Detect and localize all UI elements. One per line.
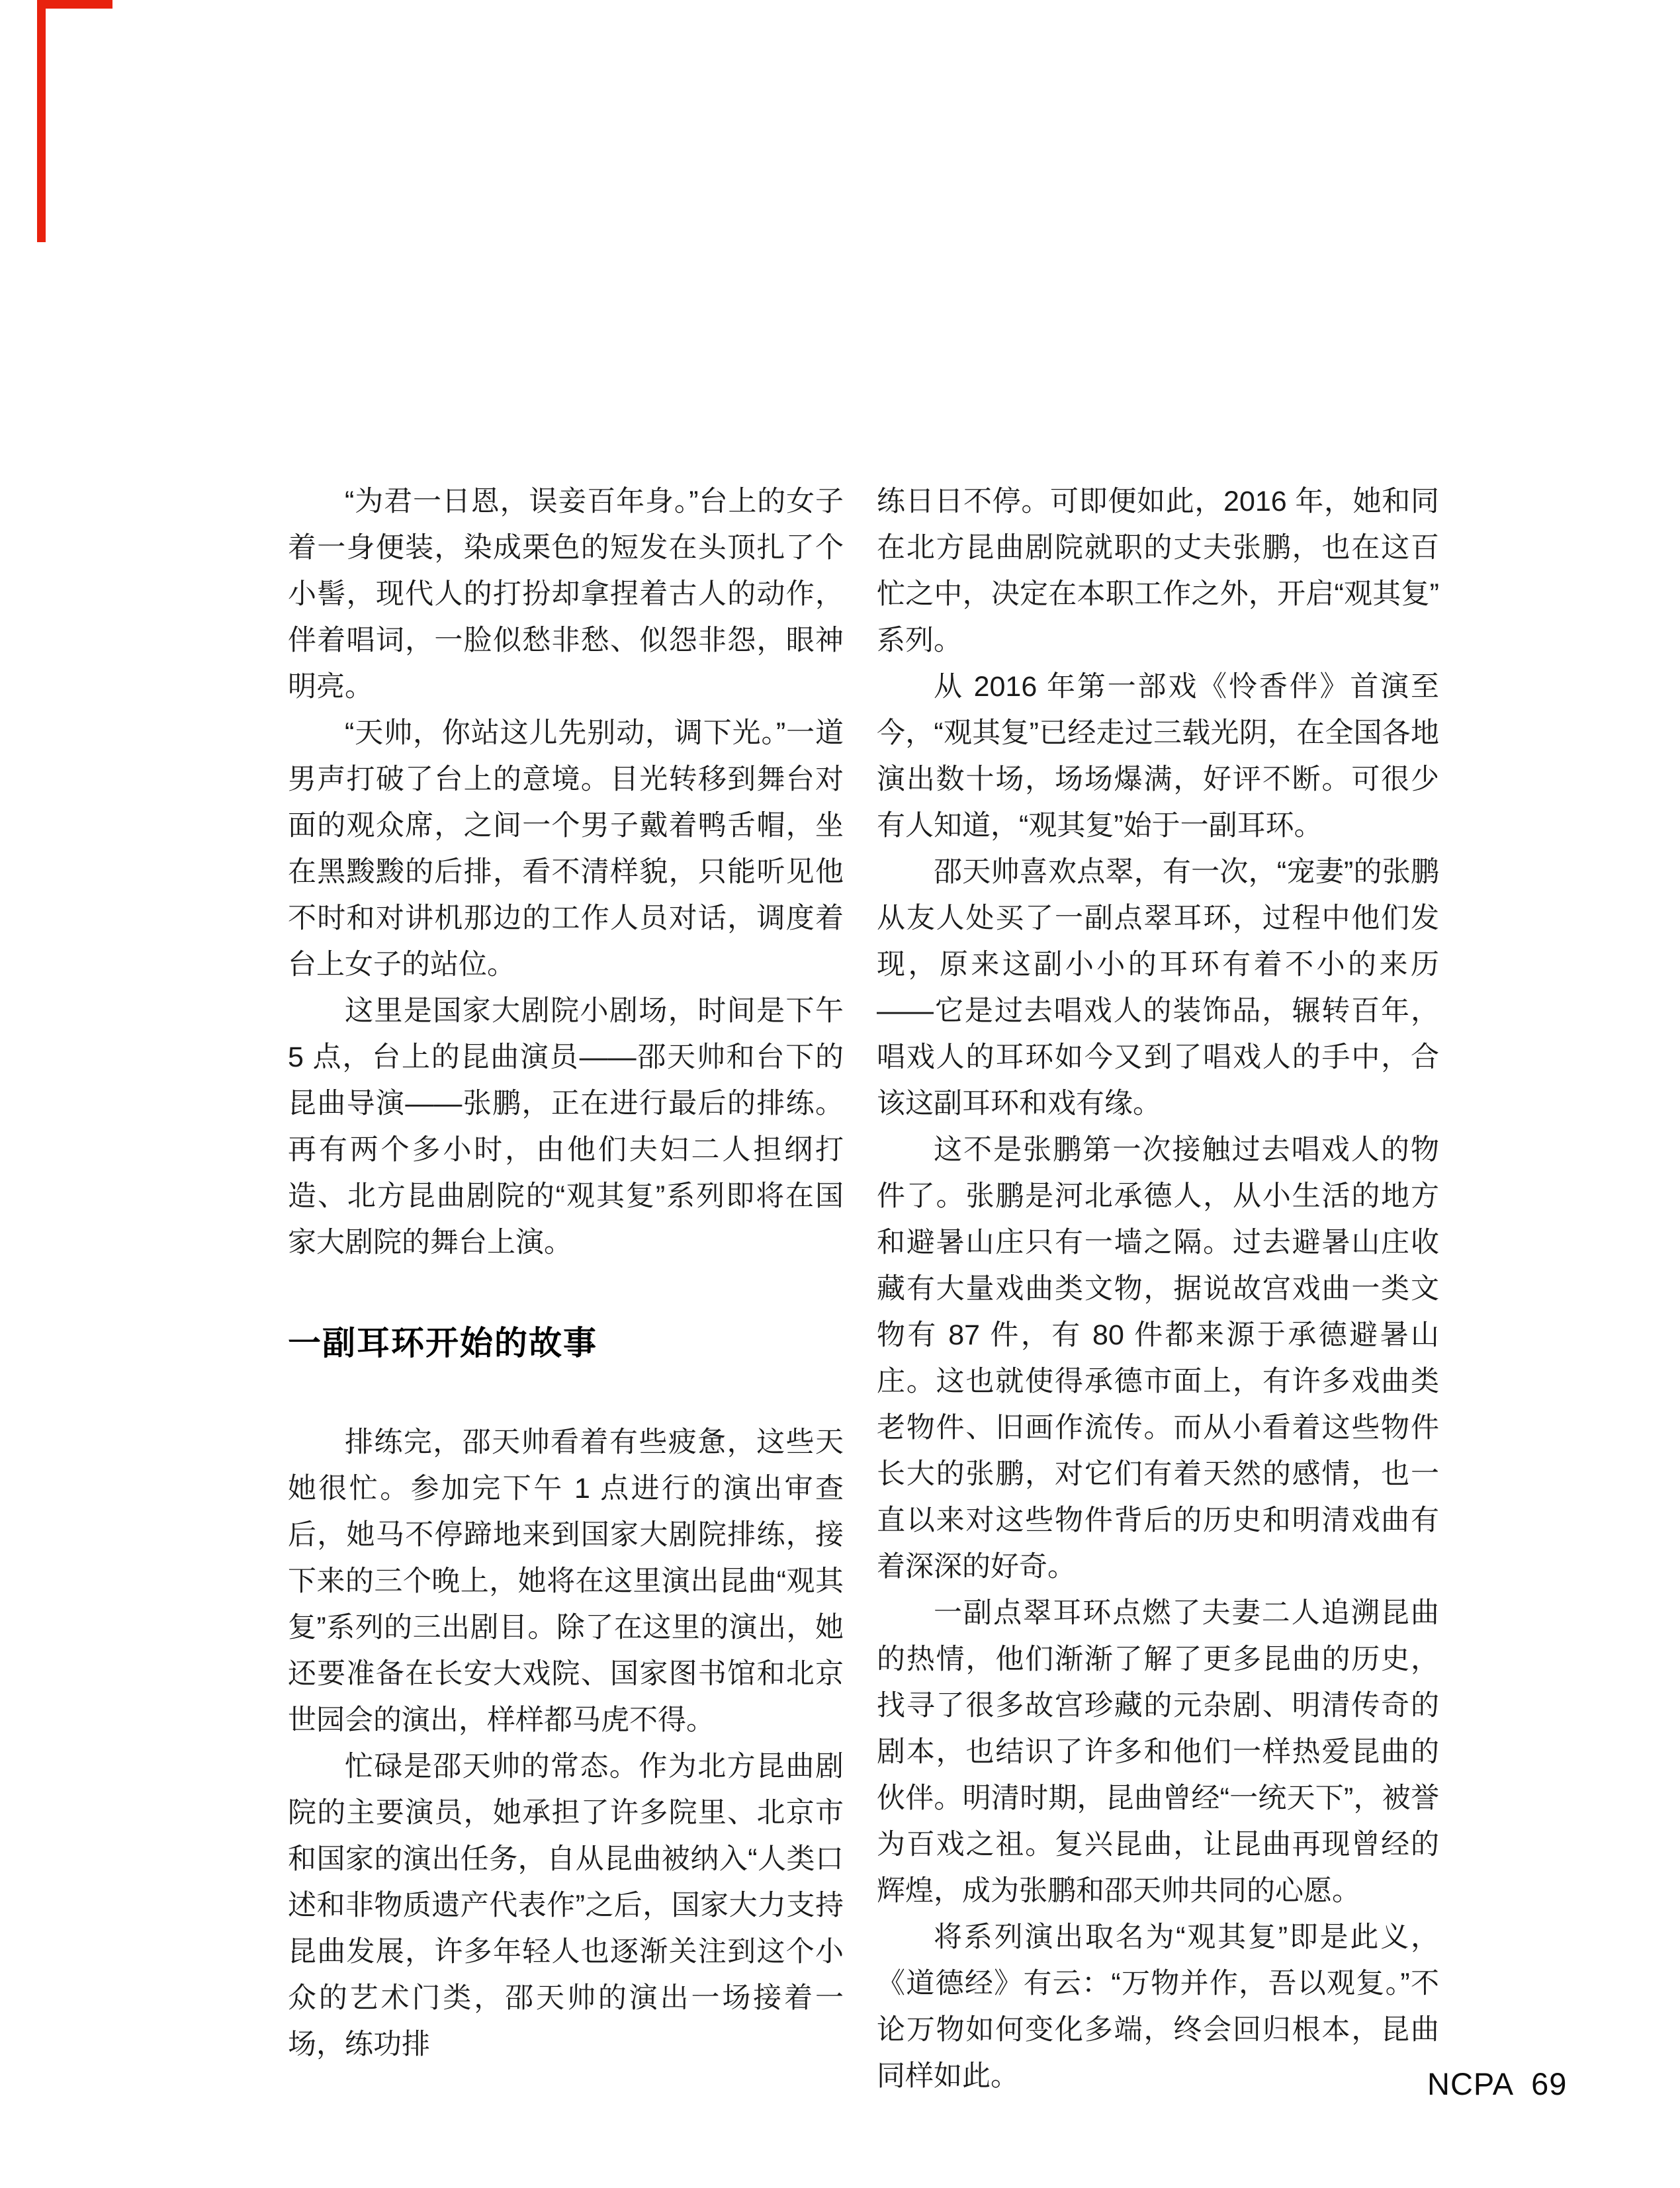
footer-brand: NCPA <box>1427 2066 1515 2101</box>
paragraph: 练日日不停。可即便如此，2016 年，她和同在北方昆曲剧院就职的丈夫张鹏，也在这百忙之中，决定在本职工作之外，开启“观其复”系列。 <box>877 486 1439 656</box>
crop-mark-horizontal <box>37 0 112 9</box>
left-column-top-paragraphs <box>288 478 844 1266</box>
paragraph: 忙碌是邵天帅的常态。作为北方昆曲剧院的主要演员，她承担了许多院里、北京市和国家的演出任务，自从昆曲被纳入“人类口述和非物质遗产代表作”之后，国家大力支持昆曲发展，许多年轻人也逐渐关注到这个小众的艺术门类，邵天帅的演出一场接着一场，练功排 <box>288 1751 844 2060</box>
paragraph: 从 2016 年第一部戏《怜香伴》首演至今，“观其复”已经走过三载光阴，在全国各地演出数十场，场场爆满，好评不断。可很少有人知道，“观其复”始于一副耳环。 <box>877 671 1439 842</box>
paragraph: 这里是国家大剧院小剧场，时间是下午 5 点，台上的昆曲演员——邵天帅和台下的昆曲导演——张鹏，正在进行最后的排练。再有两个多小时，由他们夫妇二人担纲打造、北方昆曲剧院的“观其复”系列即将在国家大剧院的舞台上演。 <box>288 995 844 1258</box>
paragraph: “天帅，你站这儿先别动，调下光。”一道男声打破了台上的意境。目光转移到舞台对面的观众席，之间一个男子戴着鸭舌帽，坐在黑黢黢的后排，看不清样貌，只能听见他不时和对讲机那边的工作人员对话，调度着台上女子的站位。 <box>288 717 844 981</box>
right-column-paragraphs <box>877 478 1439 2099</box>
footer-page-number: 69 <box>1531 2066 1568 2101</box>
paragraph: 排练完，邵天帅看着有些疲惫，这些天她很忙。参加完下午 1 点进行的演出审查后，她马不停蹄地来到国家大剧院排练，接下来的三个晚上，她将在这里演出昆曲“观其复”系列的三出剧目。除了在这里的演出，她还要准备在长安大戏院、国家图书馆和北京世园会的演出，样样都马虎不得。 <box>288 1426 844 1736</box>
paragraph: 一副点翠耳环点燃了夫妻二人追溯昆曲的热情，他们渐渐了解了更多昆曲的历史，找寻了很多故宫珍藏的元杂剧、明清传奇的剧本，也结识了许多和他们一样热爱昆曲的伙伴。明清时期，昆曲曾经“一统天下”，被誉为百戏之祖。复兴昆曲，让昆曲再现曾经的辉煌，成为张鹏和邵天帅共同的心愿。 <box>877 1597 1439 1907</box>
paragraph: 将系列演出取名为“观其复”即是此义，《道德经》有云：“万物并作，吾以观复。”不论万物如何变化多端，终会回归根本，昆曲同样如此。 <box>877 1921 1439 2092</box>
paragraph: “为君一日恩，误妾百年身。”台上的女子着一身便装，染成栗色的短发在头顶扎了个小髻，现代人的打扮却拿捏着古人的动作，伴着唱词，一脸似愁非愁、似怨非怨，眼神明亮。 <box>288 486 844 703</box>
article-left-column <box>288 478 844 2068</box>
crop-mark-vertical <box>37 0 46 242</box>
left-column-bottom-paragraphs <box>288 1419 844 2068</box>
paragraph: 这不是张鹏第一次接触过去唱戏人的物件了。张鹏是河北承德人，从小生活的地方和避暑山庄只有一墙之隔。过去避暑山庄收藏有大量戏曲类文物，据说故宫戏曲一类文物有 87 件，有 80 件都来源于承德避暑山庄。这也就使得承德市面上，有许多戏曲类老物件、旧画作流传。而从小看着这些物件长大的张鹏，对它们有着天然的感情，也一直以来对这些物件背后的历史和明清戏曲有着深深的好奇。 <box>877 1134 1439 1583</box>
page-footer <box>1427 2067 1567 2101</box>
article-right-column <box>877 478 1439 2099</box>
paragraph: 邵天帅喜欢点翠，有一次，“宠妻”的张鹏从友人处买了一副点翠耳环，过程中他们发现，原来这副小小的耳环有着不小的来历——它是过去唱戏人的装饰品，辗转百年，唱戏人的耳环如今又到了唱戏人的手中，合该这副耳环和戏有缘。 <box>877 856 1439 1119</box>
section-heading: 一副耳环开始的故事 <box>288 1325 597 1362</box>
